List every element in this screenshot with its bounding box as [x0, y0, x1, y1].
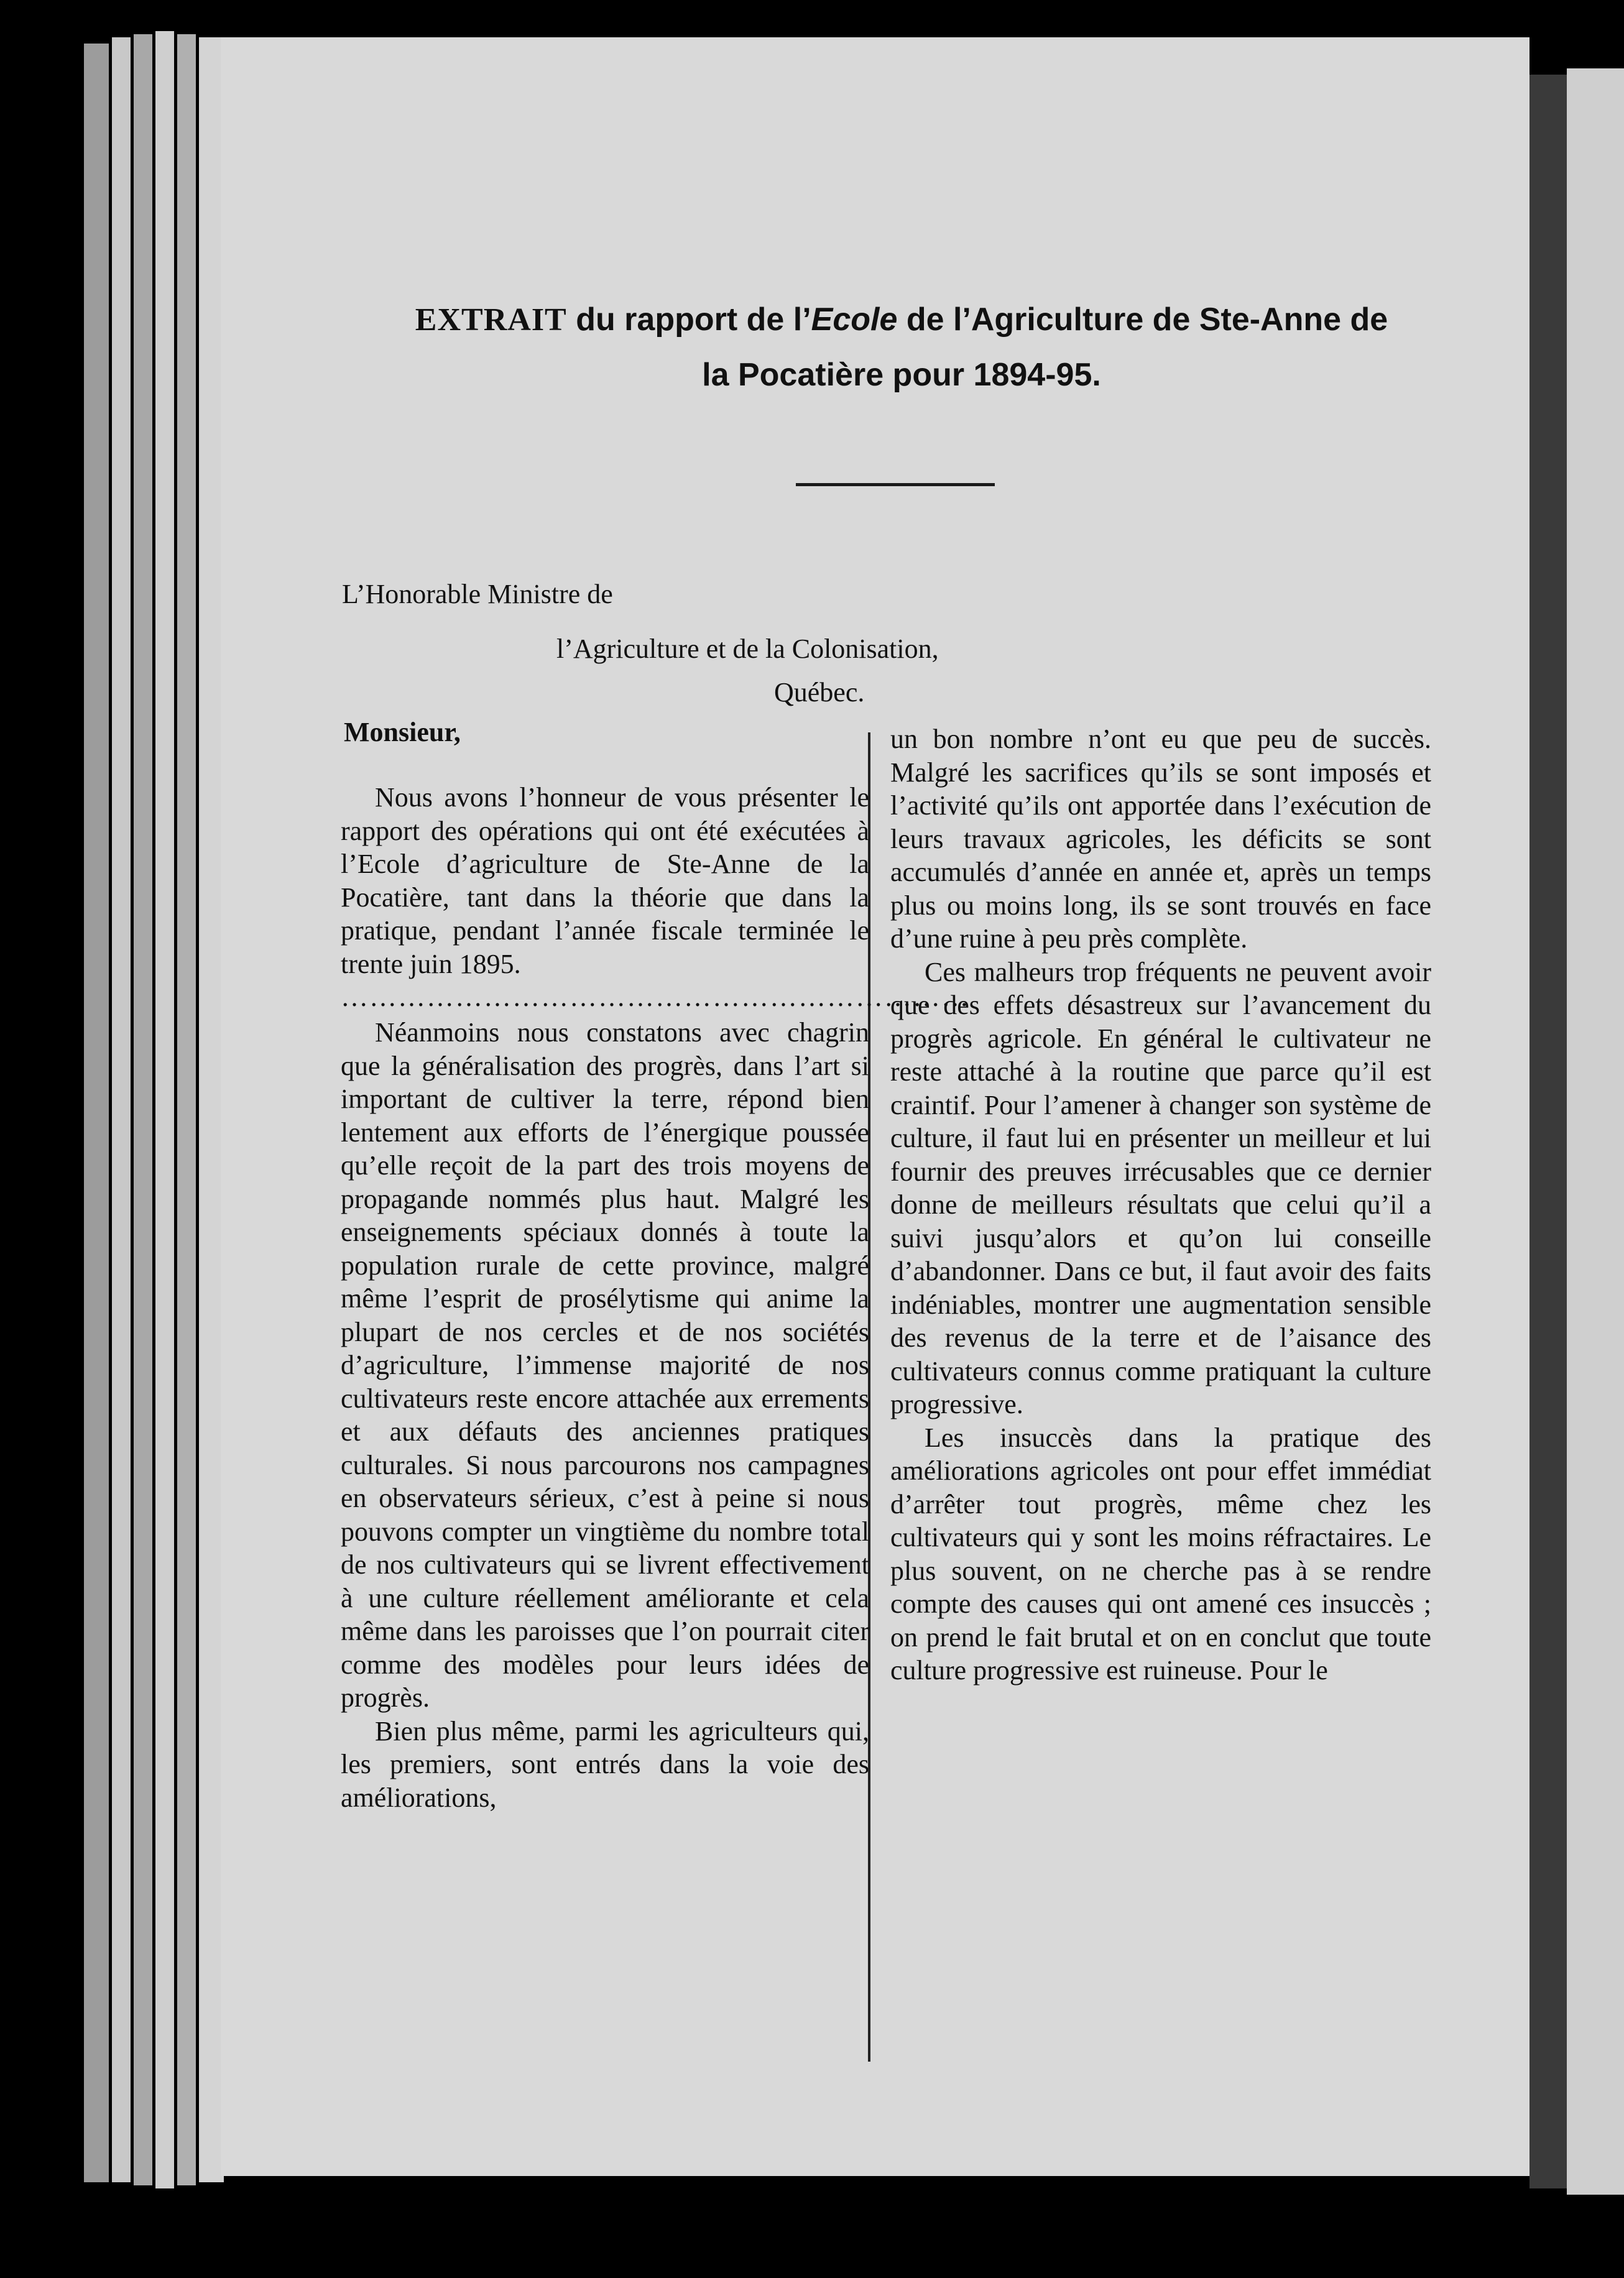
book-edge	[199, 37, 224, 2182]
paragraph: un bon nombre n’ont eu que peu de succès. Malgré les sacrifices qu’ils se sont imposés et l’activité qu’ils ont apportée dans l’exécution de leurs travaux agricoles, les déficits se sont accumulés d’année en année et, après un temps plus ou moins long, ils se sont trouvés en face d’une ruine à peu près complète.	[890, 724, 1431, 954]
book-edge	[155, 31, 174, 2188]
addressee-line-1: L’Honorable Ministre de	[342, 579, 613, 609]
title-lead-word: EXTRAIT	[415, 302, 567, 338]
addressee-line-3: Québec.	[774, 677, 865, 708]
document-title	[348, 292, 1455, 402]
ellipsis-line: …………………………………………………………	[341, 982, 970, 1012]
right-column	[890, 722, 1431, 1687]
paragraph: Bien plus même, parmi les agriculteurs qui, les premiers, sont entrés dans la voie des améliorations,	[341, 1715, 869, 1813]
title-line-2: la Pocatière pour 1894-95.	[702, 357, 1101, 393]
left-column	[341, 781, 970, 1814]
book-edge	[177, 34, 196, 2185]
book-edge	[134, 34, 152, 2185]
title-text: du rapport de l’	[576, 302, 811, 338]
addressee-line-2: l’Agriculture et de la Colonisation,	[556, 634, 939, 664]
page-gutter-shadow	[1529, 75, 1567, 2188]
paragraph: Néanmoins nous constatons avec chagrin que la généralisation des progrès, dans l’art si important de cultiver la terre, répond bien lentement aux efforts de l’énergique poussée qu’elle reçoit de la part des trois moyens de propagande nommés plus haut. Malgré les enseignements spéciaux donnés à toute la population rurale de cette province, malgré même l’esprit de prosélytisme qui anime la plupart de nos cercles et de nos sociétés d’agriculture, l’immense majorité de nos cultivateurs reste encore attachée aux errements et aux défauts des anciennes pratiques culturales. Si nous parcourons nos campagnes en observateurs sérieux, c’est à peine si nous pouvons compter un vingtième du nombre total de nos cultivateurs qui se livrent effectivement à une culture réellement améliorante et cela même dans les paroisses que l’on pourrait citer comme des modèles pour leurs idées de progrès.	[341, 1017, 869, 1713]
paragraph: Les insuccès dans la pratique des améliorations agricoles ont pour effet immédiat d’arrêter tout progrès, même chez les cultivateurs qui y sont les moins réfractaires. Le plus souvent, on ne cherche pas à se rendre compte des causes qui ont amené ces insuccès ; on prend le fait brutal et on en conclut que toute culture progressive est ruineuse. Pour le	[890, 1422, 1431, 1685]
title-rule	[796, 483, 995, 486]
book-edge	[112, 37, 131, 2182]
paragraph: Nous avons l’honneur de vous présenter le rapport des opérations qui ont été exécutées à l’Ecole d’agriculture de Ste-Anne de la Pocatière, tant dans la théorie que dans la pratique, pendant l’année fiscale terminée le trente juin 1895.	[341, 782, 869, 979]
book-edge	[84, 44, 109, 2182]
title-text: de l’Agriculture de Ste-Anne de	[906, 302, 1388, 338]
facing-page-edge	[1567, 68, 1624, 2195]
title-italic-word: Ecole	[811, 302, 898, 338]
salutation: Monsieur,	[344, 717, 461, 747]
paragraph: Ces malheurs trop fréquents ne peuvent avoir que des effets désastreux sur l’avancement du progrès agricole. En général le cultivateur ne reste attaché à la routine que parce qu’il est craintif. Pour l’amener à changer son système de culture, il faut lui en présenter un meilleur et lui fournir des preuves irrécusables que ce dernier donne de meilleurs résultats que celui qu’il a suivi jusqu’alors et qu’on lui conseille d’abandonner. Dans ce but, il faut avoir des faits indéniables, montrer une augmentation sensible des revenus de la terre et de l’aisance des cultivateurs connus comme pratiquant la culture progressive.	[890, 956, 1431, 1419]
